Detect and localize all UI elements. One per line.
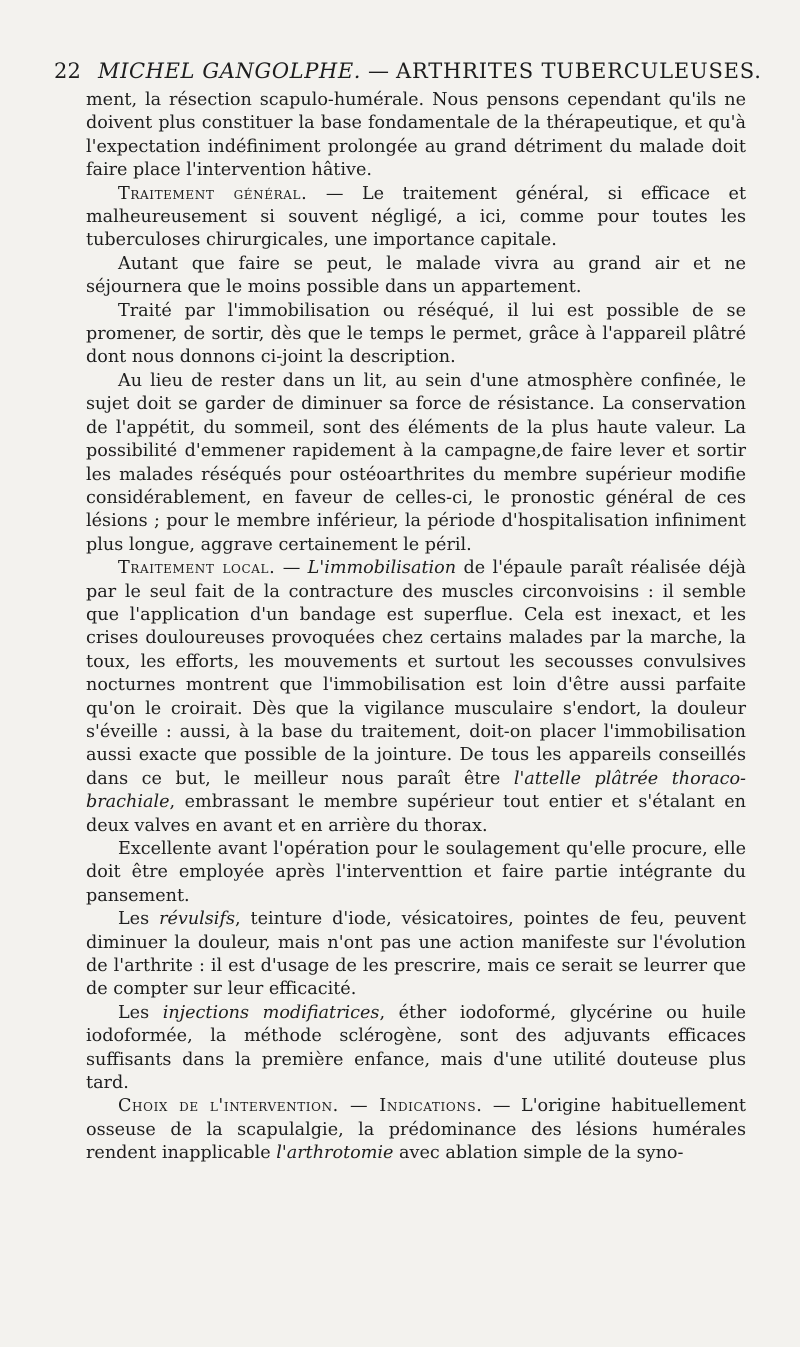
paragraph-text: , teinture d'iode, vésicatoires, pointes de feu, peuvent diminuer la douleur, mais n'ont pas une action manifeste sur l'évolution de l'arthrite : il est d'usage de les prescrire, mais ce serait se leurrer que de compter sur leur efficacité. [86,909,746,1000]
section-heading-traitement-local: Traitement local. [118,558,276,579]
paragraph-text: , embrassant le membre supérieur tout entier et s'étalant en deux valves en avant et en arrière du thorax. [86,792,746,836]
header-title: ARTHRITES TUBERCULEUSES. [396,59,762,83]
italic-term: L'immobilisation [307,558,457,579]
paragraph-text: , éther iodoformé, glycérine ou huile iodoformée, la méthode sclérogène, sont des adjuvants efficaces suffisants dans la première enfance, mais d'une utilité douteuse plus tard. [86,1002,747,1094]
page-number: 22 [54,59,82,83]
heading-dash: — [492,1096,511,1117]
italic-term: révulsifs [159,909,235,930]
paragraph-text: avec ablation simple de la syno- [399,1143,684,1164]
paragraph-traitement-local [86,557,746,838]
paragraph-text: Les [118,909,150,930]
italic-term: injections modifiatrices [162,1002,380,1023]
paragraph-injections [86,1002,746,1096]
header-separator: — [367,59,390,83]
paragraph-excellente: Excellente avant l'opération pour le soulagement qu'elle procure, elle doit être employée après l'interventtion et faire partie intégrante du pansement. [86,839,746,906]
paragraph-continuation: ment, la résection scapulo-humérale. Nous pensons cependant qu'ils ne doivent plus constituer la base fondamentale de la thérapeutique, et qu'à l'expectation indéfiniment prolongée au grand détriment du malade doit faire place l'intervention hâtive. [86,90,746,181]
paragraph-revulsifs [86,908,746,1002]
paragraph-text: Le traitement général, si efficace et malheureusement si souvent négligé, a ici, comme pour toutes les tuberculoses chirurgicales, une importance capitale. [86,183,747,251]
body-text [86,89,746,1166]
paragraph-lit: Au lieu de rester dans un lit, au sein d'une atmosphère confinée, le sujet doit se garder de diminuer sa force de résistance. La conservation de l'appétit, du sommeil, sont des éléments de la plus haute valeur. La possibilité d'emmener rapidement à la campagne,de faire lever et sortir les malades réséqués pour ostéoarthrites du membre supérieur modifie considérablement, en faveur de celles-ci, le pronostic général de ces lésions ; pour le membre inférieur, la période d'hospitalisation infiniment plus longue, aggrave certainement le péril. [86,370,746,555]
paragraph-text: Les [118,1002,150,1023]
running-header [54,58,762,84]
section-heading-traitement-general: Traitement général. [118,183,308,204]
italic-term: l'arthrotomie [276,1143,394,1164]
paragraph-grand-air: Autant que faire se peut, le malade vivra au grand air et ne séjournera que le moins possible dans un appartement. [86,253,746,298]
paragraph-text: de l'épaule paraît réalisée déjà par le seul fait de la contracture des muscles circonvoisins : il semble que l'application d'un bandage est superflue. Cela est inexact, et les crises douloureuses provoquées chez certains malades par la marche, la toux, les efforts, les mouvements et surtout les secousses convulsives nocturnes montrent que l'immobilisation est loin d'être aussi parfaite qu'on le croirait. Dès que la vigilance musculaire s'endort, la douleur s'éveille : aussi, à la base du traitement, doit-on placer l'immobilisation aussi exacte que possible de la jointure. De tous les appareils conseillés dans ce but, le meilleur nous paraît être [86,558,747,789]
paragraph-traitement-general [86,183,746,253]
heading-dash: — [282,558,301,579]
italic-term: l'attelle plâtrée thoraco-brachiale [86,768,747,813]
header-author: MICHEL GANGOLPHE. [98,59,362,83]
heading-dash: — [325,183,344,204]
paragraph-choix-intervention [86,1095,746,1165]
paragraph-immobilisation: Traité par l'immobilisation ou réséqué, il lui est possible de se promener, de sortir, dès que le temps le permet, grâce à l'appareil plâtré dont nous donnons ci-joint la description. [86,300,746,368]
section-heading-choix-intervention: Choix de l'intervention. — Indications. [118,1096,483,1117]
paragraph-text: L'origine habituellement osseuse de la scapulalgie, la prédominance des lésions humérales rendent inapplicable [86,1096,746,1164]
